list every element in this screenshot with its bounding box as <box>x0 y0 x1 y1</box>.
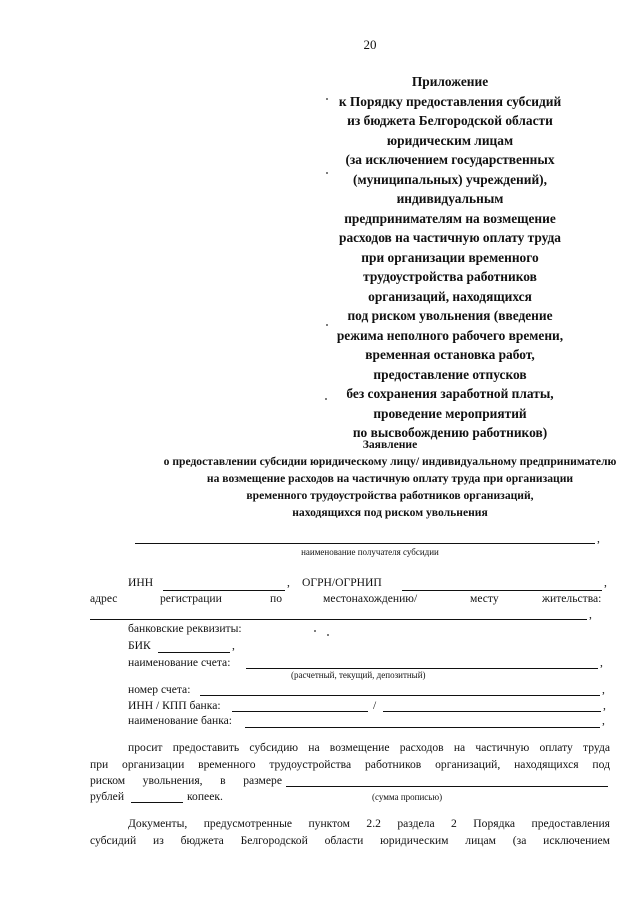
statement-line: находящихся под риском увольнения <box>292 506 488 519</box>
address-word: местонахождению/ <box>323 592 418 605</box>
appendix-line: расходов на частичную оплату труда <box>339 230 561 245</box>
ogrn-field[interactable] <box>402 590 602 591</box>
address-field[interactable] <box>90 619 587 620</box>
account-number-field[interactable] <box>200 695 600 696</box>
appendix-line: юридическим лицам <box>386 132 514 148</box>
documents-line: Документы, предусмотренные пунктом 2.2 раздела 2 Порядка предоставления <box>128 817 610 830</box>
request-line: риском увольнения, в размере <box>90 774 282 787</box>
amount-caption: (сумма прописью) <box>372 792 443 802</box>
appendix-line: при организации временного <box>361 249 539 265</box>
appendix-line: предпринимателям на возмещение <box>344 210 556 226</box>
inn-label: ИНН <box>128 576 154 589</box>
appendix-line: трудоустройства работников <box>363 269 537 284</box>
appendix-line: по высвобождению работников) <box>352 425 548 440</box>
scan-speck <box>326 324 328 326</box>
appendix-header <box>300 72 600 443</box>
appendix-line: Приложение <box>411 74 489 89</box>
comma: , <box>602 683 605 696</box>
appendix-line: проведение мероприятий <box>373 405 527 421</box>
appendix-line: (за исключением государственных <box>345 152 555 167</box>
statement-line: о предоставлении субсидии юридическому лицу/ индивидуальному предпринимателю <box>163 455 617 468</box>
documents-line: субсидий из бюджета Белгородской области юридическим лицам (за исключением <box>90 834 610 847</box>
account-number-label: номер счета: <box>128 683 191 696</box>
rubles-label: рублей <box>90 790 125 803</box>
address-word: месту <box>470 592 499 605</box>
appendix-line: предоставление отпусков <box>373 366 527 382</box>
appendix-line: к Порядку предоставления субсидий <box>338 93 562 109</box>
kopecks-label: копеек. <box>187 790 223 803</box>
bank-name-field[interactable] <box>245 727 600 728</box>
appendix-line: (муниципальных) учреждений), <box>353 171 547 187</box>
appendix-line: режима неполного рабочего времени, <box>336 327 564 343</box>
statement-line: временного трудоустройства работников организаций, <box>246 489 534 502</box>
comma: , <box>600 656 603 669</box>
ogrn-label: ОГРН/ОГРНИП <box>302 576 382 589</box>
appendix-line: индивидуальным <box>396 191 504 206</box>
statement-heading: Заявление <box>362 438 418 451</box>
inn-field[interactable] <box>163 590 285 591</box>
bank-inn-field[interactable] <box>232 711 368 712</box>
bank-name-label: наименование банка: <box>128 714 233 727</box>
comma: , <box>597 532 600 545</box>
statement-title <box>60 436 640 521</box>
bik-label: БИК <box>128 639 151 652</box>
comma: , <box>602 714 605 727</box>
address-word: по <box>270 592 283 605</box>
appendix-line: без сохранения заработной платы, <box>346 386 554 401</box>
appendix-line: под риском увольнения (введение <box>347 308 553 323</box>
inn-kpp-label: ИНН / КПП банка: <box>128 699 221 712</box>
bik-field[interactable] <box>158 652 230 653</box>
appendix-line: из бюджета Белгородской области <box>347 113 553 128</box>
account-name-field[interactable] <box>246 668 598 669</box>
scan-speck <box>326 98 328 100</box>
bank-details-label: банковские реквизиты: <box>128 622 242 635</box>
account-type-caption: (расчетный, текущий, депозитный) <box>291 670 426 680</box>
page-number: 20 <box>363 37 377 52</box>
bank-kpp-field[interactable] <box>383 711 601 712</box>
recipient-caption: наименование получателя субсидии <box>301 547 439 557</box>
amount-field[interactable] <box>286 786 608 787</box>
account-name-label: наименование счета: <box>128 656 231 669</box>
request-line: при организации временного трудоустройства работников организаций, находящихся под <box>90 758 610 771</box>
scan-speck <box>326 172 328 174</box>
comma: , <box>287 576 290 589</box>
appendix-line: временная остановка работ, <box>365 347 535 362</box>
comma: , <box>232 639 235 652</box>
address-word: адрес <box>90 592 118 605</box>
scan-speck <box>325 398 327 400</box>
comma: , <box>589 608 592 621</box>
request-line: просит предоставить субсидию на возмещение расходов на частичную оплату труда <box>128 741 610 754</box>
recipient-name-field[interactable] <box>135 543 595 544</box>
address-word: регистрации <box>160 592 222 605</box>
scan-speck <box>314 630 316 632</box>
scan-speck <box>327 634 329 636</box>
address-word: жительства: <box>542 592 602 605</box>
statement-line: на возмещение расходов на частичную оплату труда при организации <box>206 472 574 485</box>
kopecks-field[interactable] <box>131 802 183 803</box>
comma: , <box>604 576 607 589</box>
appendix-line: организаций, находящихся <box>368 288 532 304</box>
kpp-separator: / <box>373 699 377 712</box>
comma: , <box>603 699 606 712</box>
